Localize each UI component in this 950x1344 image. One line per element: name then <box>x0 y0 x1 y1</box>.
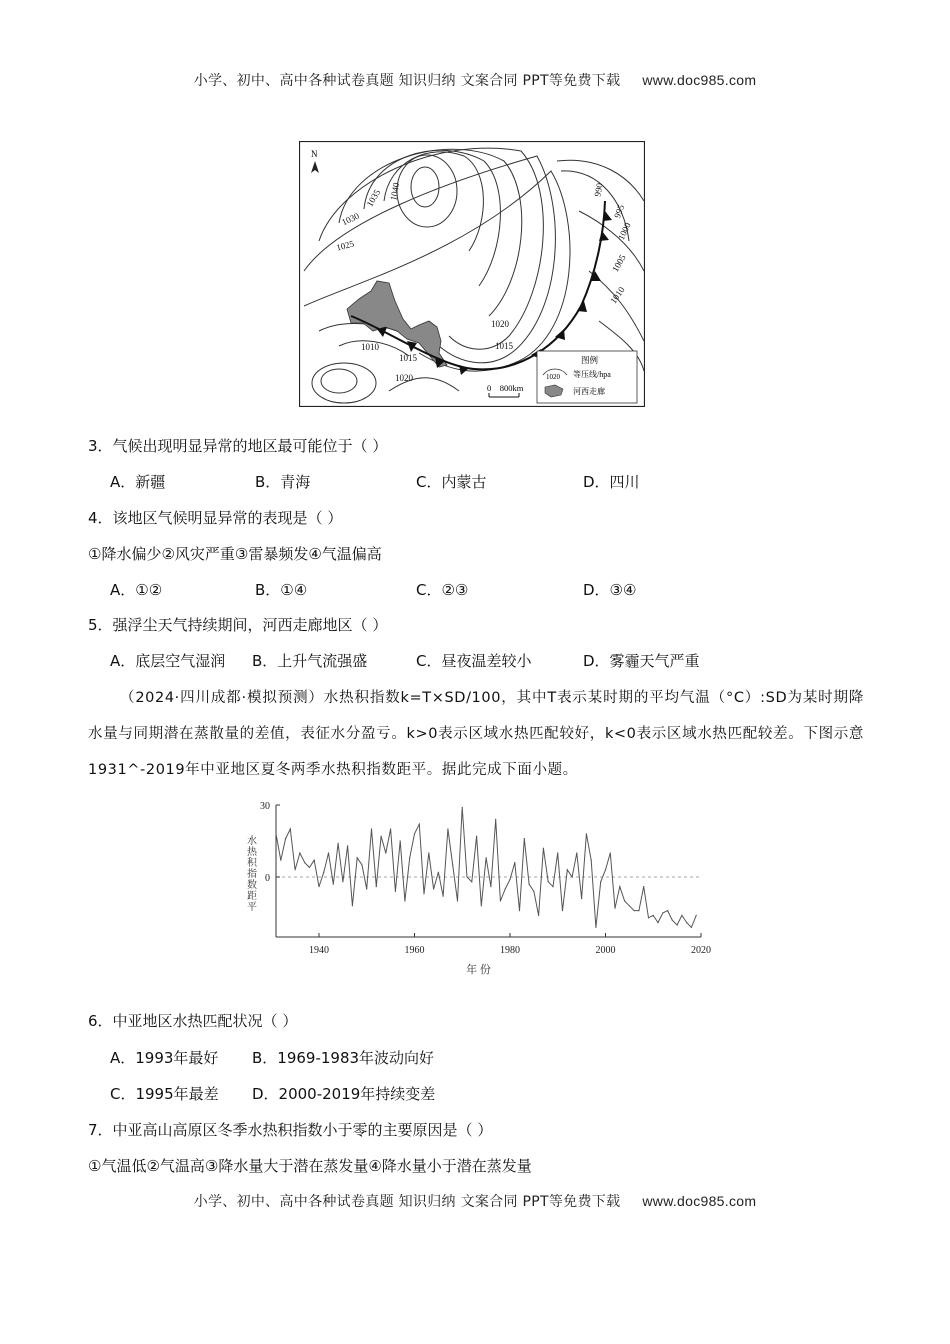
data-point <box>361 864 362 865</box>
svg-text:1015: 1015 <box>399 353 417 363</box>
data-point <box>677 924 678 925</box>
data-point <box>672 920 673 921</box>
legend-isobar-sample: 1020 <box>546 373 560 381</box>
data-point <box>614 908 615 909</box>
q7-items: ①气温低②气温高③降水量大于潜在蒸发量④降水量小于潜在蒸发量 <box>88 1157 532 1175</box>
data-point <box>352 905 353 906</box>
data-point <box>462 807 463 808</box>
data-point <box>328 852 329 853</box>
q3-option-d[interactable]: D．四川 <box>583 473 640 491</box>
data-point <box>438 872 439 873</box>
data-point <box>533 891 534 892</box>
data-point <box>686 922 687 923</box>
q5-option-a[interactable]: A．底层空气湿润 <box>110 652 226 670</box>
data-point <box>347 845 348 846</box>
data-point <box>567 869 568 870</box>
x-tick-label: 1980 <box>499 945 520 956</box>
q5-option-b[interactable]: B．上升气流强盛 <box>252 652 368 670</box>
data-point <box>576 852 577 853</box>
data-point <box>600 881 601 882</box>
legend-corridor-text: 河西走廊 <box>573 387 605 396</box>
q3-option-a[interactable]: A．新疆 <box>110 473 166 491</box>
data-point <box>471 881 472 882</box>
data-point <box>524 838 525 839</box>
svg-text:1025: 1025 <box>335 238 356 253</box>
data-point <box>304 862 305 863</box>
data-point <box>299 852 300 853</box>
data-point <box>443 896 444 897</box>
q6-stem: 6．中亚地区水热匹配状况（ ） <box>88 1012 298 1030</box>
data-point <box>457 900 458 901</box>
legend-isobar-text: 等压线/hpa <box>573 370 611 379</box>
data-point <box>667 910 668 911</box>
data-point <box>595 927 596 928</box>
q5-option-d[interactable]: D．雾霾天气严重 <box>583 652 700 670</box>
map-legend <box>537 351 637 403</box>
data-point <box>696 915 697 916</box>
q4-option-d[interactable]: D．③④ <box>583 581 637 599</box>
footer-site-link[interactable]: www.doc985.com <box>642 1193 757 1209</box>
north-label: N <box>311 149 318 159</box>
data-point <box>357 857 358 858</box>
data-point <box>543 848 544 849</box>
data-point <box>342 881 343 882</box>
data-point <box>309 867 310 868</box>
data-point <box>586 833 587 834</box>
data-point <box>610 852 611 853</box>
svg-text:1010: 1010 <box>608 284 627 306</box>
data-point <box>433 888 434 889</box>
page-footer <box>0 1191 950 1211</box>
data-point <box>280 860 281 861</box>
q4-stem: 4．该地区气候明显异常的表现是（ ） <box>88 509 343 527</box>
q3-stem: 3．气候出现明显异常的地区最可能位于（ ） <box>88 437 388 455</box>
x-axis-label: 年 份 <box>466 964 491 976</box>
data-point <box>395 891 396 892</box>
data-point <box>409 857 410 858</box>
data-point <box>380 836 381 837</box>
data-point <box>337 843 338 844</box>
data-point <box>376 886 377 887</box>
svg-text:1000: 1000 <box>616 220 633 242</box>
data-point <box>519 910 520 911</box>
data-point <box>323 872 324 873</box>
data-point <box>490 886 491 887</box>
svg-text:995: 995 <box>612 203 627 220</box>
svg-text:990: 990 <box>592 182 605 198</box>
x-tick-label: 2000 <box>595 945 616 956</box>
data-point <box>452 864 453 865</box>
data-point <box>528 884 529 885</box>
data-point <box>509 879 510 880</box>
data-point <box>605 869 606 870</box>
y-tick-label: 0 <box>265 873 270 884</box>
data-point <box>591 860 592 861</box>
data-point <box>366 888 367 889</box>
legend-title: 图例 <box>581 355 599 365</box>
q3-option-c[interactable]: C．内蒙古 <box>416 473 487 491</box>
q3-option-b[interactable]: B．青海 <box>255 473 311 491</box>
y-tick-label: 30 <box>260 801 270 812</box>
data-point <box>514 862 515 863</box>
data-point <box>538 915 539 916</box>
data-point <box>275 833 276 834</box>
data-point <box>314 860 315 861</box>
data-point <box>285 838 286 839</box>
q4-option-a[interactable]: A．①② <box>110 581 163 599</box>
svg-text:1020: 1020 <box>395 373 413 383</box>
data-point <box>385 852 386 853</box>
anomaly-line-chart <box>236 795 716 985</box>
data-point <box>624 900 625 901</box>
data-point <box>648 917 649 918</box>
q4-option-c[interactable]: C．②③ <box>416 581 469 599</box>
data-point <box>662 912 663 913</box>
data-point <box>486 857 487 858</box>
data-point <box>581 898 582 899</box>
y-axis-label: 水热积指数距平 <box>244 835 256 912</box>
svg-text:1010: 1010 <box>361 342 379 352</box>
data-point <box>548 881 549 882</box>
svg-text:1030: 1030 <box>340 210 361 228</box>
data-point <box>500 900 501 901</box>
x-tick-label: 1960 <box>404 945 425 956</box>
footer-text: 小学、初中、高中各种试卷真题 知识归纳 文案合同 PPT等免费下载 <box>193 1194 621 1210</box>
data-point <box>400 840 401 841</box>
data-point <box>495 819 496 820</box>
data-point <box>371 828 372 829</box>
data-point <box>653 915 654 916</box>
data-point <box>638 910 639 911</box>
scale-label: 0 800km <box>487 383 524 393</box>
data-point <box>643 886 644 887</box>
header-text: 小学、初中、高中各种试卷真题 知识归纳 文案合同 PPT等免费下载 <box>193 73 621 89</box>
x-tick-label: 1940 <box>308 945 329 956</box>
data-point <box>428 852 429 853</box>
data-point <box>505 888 506 889</box>
data-point <box>290 828 291 829</box>
data-point <box>557 852 558 853</box>
data-point <box>318 886 319 887</box>
data-point <box>629 905 630 906</box>
svg-text:1015: 1015 <box>495 341 513 351</box>
data-point <box>657 922 658 923</box>
page-header <box>0 70 950 90</box>
data-point <box>390 828 391 829</box>
data-point <box>634 910 635 911</box>
data-point <box>447 828 448 829</box>
q4-items: ①降水偏少②风灾严重③雷暴频发④气温偏高 <box>88 545 382 563</box>
q4-option-b[interactable]: B．①④ <box>255 581 308 599</box>
data-point <box>552 886 553 887</box>
data-point <box>476 836 477 837</box>
passage-text: （2024·四川成都·模拟预测）水热积指数k=T×SD/100，其中T表示某时期的平均气温（°C）:SD为某时期降水量与同期潜在蒸散量的差值，表征水分盈亏。k>0表示区域水热匹配较好，k<0表示区域水热匹配较差。下图示意1931^-2019年中亚地区夏冬两季水热积指数距平。据此完成下面小题。 <box>88 690 864 778</box>
data-point <box>571 876 572 877</box>
data-point <box>691 927 692 928</box>
anomaly-series-line <box>276 807 696 927</box>
q6-option-b[interactable]: B．1969-1983年波动向好 <box>252 1049 435 1067</box>
data-point <box>333 884 334 885</box>
svg-text:1005: 1005 <box>610 252 628 274</box>
data-point <box>619 886 620 887</box>
q5-stem: 5．强浮尘天气持续期间，河西走廊地区（ ） <box>88 616 388 634</box>
svg-text:1040: 1040 <box>388 181 402 202</box>
q6-option-a[interactable]: A．1993年最好 <box>110 1049 219 1067</box>
data-point <box>481 905 482 906</box>
q5-option-c[interactable]: C．昼夜温差较小 <box>416 652 532 670</box>
data-point <box>562 910 563 911</box>
data-point <box>414 833 415 834</box>
isobar-map <box>299 141 645 407</box>
data-point <box>404 900 405 901</box>
q7-stem: 7．中亚高山高原区冬季水热积指数小于零的主要原因是（ ） <box>88 1121 493 1139</box>
data-point <box>423 893 424 894</box>
header-site-link[interactable]: www.doc985.com <box>642 72 757 88</box>
data-point <box>681 915 682 916</box>
q6-option-c[interactable]: C．1995年最差 <box>110 1085 219 1103</box>
data-point <box>466 876 467 877</box>
q6-option-d[interactable]: D．2000-2019年持续变差 <box>252 1085 436 1103</box>
x-tick-label: 2020 <box>691 945 711 956</box>
svg-text:1020: 1020 <box>491 319 509 329</box>
data-point <box>295 869 296 870</box>
data-point <box>419 824 420 825</box>
svg-text:1035: 1035 <box>364 187 383 209</box>
